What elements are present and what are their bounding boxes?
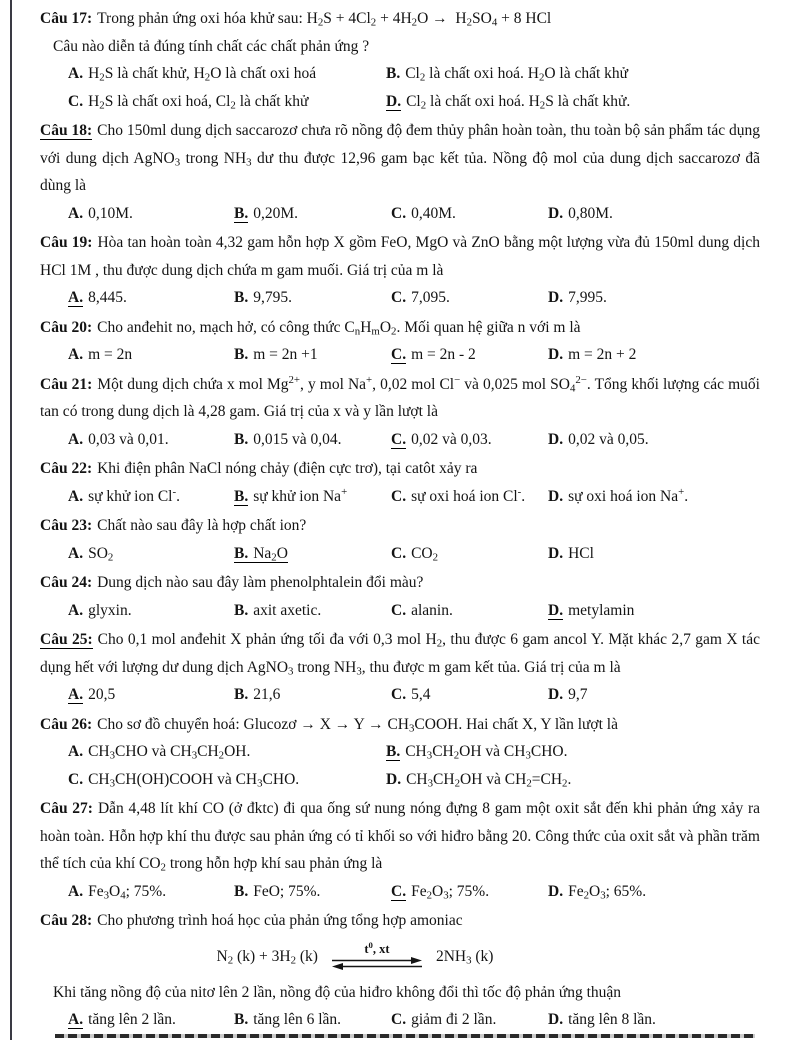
answer-option [234, 878, 391, 906]
question-text: Cho 150ml dung dịch saccarozơ chưa rõ nồng độ đem thủy phân hoàn toàn, thu toàn bộ sản phẩm tác dụng với dung dịch AgNO$_3$ trong $NH_3$ dư thu được 12,96 gam bạc kết tủa. Nồng độ mol của dung dịch saccarozơ đã dùng là [40, 122, 760, 194]
option-text: $Na_2O$ [248, 545, 288, 563]
question [40, 455, 760, 510]
question [40, 512, 760, 567]
option-key: A. [68, 743, 84, 760]
question-text: Khi điện phân NaCl nóng chảy (điện cực trơ), tại catôt xảy ra [97, 460, 478, 477]
question-body [40, 117, 760, 200]
answer-option [68, 878, 234, 906]
option-key: C. [391, 487, 407, 505]
option-key: D. [548, 289, 564, 306]
answer-option [548, 878, 760, 906]
question-body [40, 229, 760, 284]
option-key: B. [386, 743, 401, 760]
answer-option [68, 540, 234, 568]
question-text: Dung dịch nào sau đây làm phenolphtalein đổi màu? [97, 574, 424, 591]
option-text: 0,015 và 0,04. [253, 430, 342, 448]
question-number: Câu 23: [40, 517, 93, 534]
option-key: C. [391, 430, 407, 448]
option-key: B. [386, 65, 401, 82]
answer-option [68, 681, 234, 709]
option-key: B. [234, 346, 249, 363]
answer-option [234, 483, 391, 511]
option-text: $CH_3CH_2OH$ và $CH_2=CH_2$. [406, 770, 572, 790]
option-text: sự oxi hoá ion Na+. [568, 485, 689, 505]
option-key: D. [548, 686, 564, 703]
option-text: $Fe_2O_3$; 75%. [411, 882, 490, 902]
answer-option [386, 738, 760, 766]
option-key: A. [68, 65, 84, 82]
option-key: A. [68, 882, 84, 900]
option-key: D. [548, 204, 564, 222]
option-key: C. [391, 289, 407, 306]
option-key: A. [68, 1011, 84, 1028]
option-text: tăng lên 8 lần. [568, 1011, 656, 1028]
question-text: Cho phương trình hoá học của phản ứng tổng hợp amoniac [97, 912, 463, 929]
question-body [40, 569, 760, 597]
option-key: B. [234, 430, 249, 448]
option-key: C. [391, 686, 407, 703]
answer-option [68, 738, 386, 766]
equilibrium-arrows-icon [331, 956, 423, 971]
option-text: $Cl_2$ là chất oxi hoá. $H_2O$ là chất khử [405, 65, 629, 84]
option-text: 0,10M. [88, 204, 133, 222]
question [40, 711, 760, 794]
equation-middle [331, 939, 423, 971]
option-text: $H_2S$ là chất khử, $H_2O$ là chất oxi hoá [88, 65, 317, 84]
answer-option [68, 60, 386, 88]
option-key: B. [234, 487, 249, 505]
question [40, 626, 760, 709]
option-key: A. [68, 686, 84, 703]
option-text: HCl [568, 544, 594, 562]
option-text: $CO_2$ [411, 544, 439, 564]
option-key: B. [234, 686, 249, 703]
option-text: tăng lên 2 lần. [88, 1011, 176, 1028]
option-text: 8,445. [88, 289, 127, 306]
option-text: m = 2n + 2 [568, 346, 637, 363]
option-text: 0,02 và 0,03. [411, 430, 492, 448]
option-key: D. [386, 770, 402, 788]
answer-option [234, 1006, 391, 1034]
answer-option [68, 200, 234, 228]
equation-left: $N_2$ $(k) + 3H_2$ (k) [216, 947, 318, 967]
option-text: 20,5 [88, 686, 116, 703]
option-text: $CH_3CH_2OH$ và $CH_3CHO$. [405, 743, 568, 762]
option-key: A. [68, 487, 84, 505]
option-key: C. [391, 882, 407, 900]
option-text: sự khử ion Cl-. [88, 485, 180, 505]
answer-option [234, 200, 391, 228]
options-row [40, 284, 760, 312]
option-text: $CH_3CHO$ và $CH_3CH_2OH$. [88, 743, 251, 762]
equation-condition: $t^0$, xt [364, 939, 390, 956]
answer-option [548, 1006, 760, 1034]
answer-option [234, 540, 391, 568]
option-key: C. [68, 92, 84, 110]
question-body [40, 711, 760, 739]
options-row [40, 681, 760, 709]
answer-option [391, 341, 548, 369]
option-text: 9,7 [568, 686, 588, 703]
option-text: 7,095. [411, 289, 450, 306]
answer-option [68, 426, 234, 454]
question [40, 371, 760, 454]
option-key: A. [68, 289, 84, 306]
answer-option [391, 284, 548, 312]
question-body [40, 371, 760, 426]
option-text: 0,40M. [411, 204, 456, 222]
option-key: B. [234, 601, 249, 619]
option-text: m = 2n [88, 346, 133, 363]
answer-option [548, 483, 760, 511]
answer-option [391, 1006, 548, 1034]
question-subline: Khi tăng nồng độ của nitơ lên 2 lần, nồng độ của hiđro không đổi thì tốc độ phản ứng thuận [53, 983, 622, 1001]
option-text: alanin. [411, 601, 453, 619]
answer-option [68, 766, 386, 794]
exam-questions [40, 3, 760, 1034]
answer-option [548, 681, 760, 709]
answer-option [68, 284, 234, 312]
option-text: m = 2n +1 [253, 346, 318, 363]
option-key: A. [68, 204, 84, 222]
option-key: C. [391, 346, 407, 363]
option-text: m = 2n - 2 [411, 346, 476, 363]
option-text: 9,795. [253, 289, 292, 306]
option-text: axit axetic. [253, 601, 322, 619]
question-body [40, 795, 760, 878]
question [40, 795, 760, 905]
answer-option [391, 878, 548, 906]
option-text: metylamin [568, 601, 635, 619]
question-number: Câu 24: [40, 574, 93, 591]
option-text: $Cl_2$ là chất oxi hoá. $H_2S$ là chất khử. [406, 92, 631, 112]
answer-option [548, 200, 760, 228]
option-key: B. [234, 544, 249, 562]
option-key: D. [548, 346, 564, 363]
question [40, 117, 760, 227]
question-number: Câu 25: [40, 631, 93, 648]
answer-option [234, 681, 391, 709]
option-text: $Fe_3O_4$; 75%. [88, 882, 167, 902]
option-key: B. [234, 204, 249, 222]
option-text: sự oxi hoá ion Cl-. [411, 485, 526, 505]
option-key: A. [68, 544, 84, 562]
question-text: Hòa tan hoàn toàn 4,32 gam hỗn hợp X gồm FeO, MgO và ZnO bằng một lượng vừa đủ 150ml dung dịch HCl 1M , thu được dung dịch chứa m gam muối. Giá trị của m là [40, 234, 760, 279]
options-row [40, 60, 760, 115]
option-key: C. [391, 544, 407, 562]
answer-option [68, 88, 386, 116]
options-row [40, 341, 760, 369]
options-row [40, 483, 760, 511]
answer-option [234, 341, 391, 369]
question-text: Dẫn 4,48 lít khí CO (ở đktc) đi qua ống sứ nung nóng đựng 8 gam một oxit sắt đến khi phản ứng xảy ra hoàn toàn. Hỗn hợp khí thu được sau phản ứng có tỉ khối so với hiđro bằng 20. Công thức của oxit sắt và phần trăm thể tích của khí $CO_2$ trong hỗn hợp khí sau phản ứng là [40, 800, 760, 874]
question-number: Câu 19: [40, 234, 93, 251]
question-text: Chất nào sau đây là hợp chất ion? [97, 517, 307, 534]
question [40, 229, 760, 312]
options-row [40, 878, 760, 906]
question-number: Câu 18: [40, 122, 93, 139]
question [40, 314, 760, 369]
option-text: 0,03 và 0,01. [88, 430, 169, 448]
question-number: Câu 27: [40, 800, 93, 817]
option-text: $Fe_2O_3$; 65%. [568, 882, 647, 902]
question-text: Cho 0,1 mol anđehit X phản ứng tối đa với 0,3 mol $H_2$, thu được 6 gam ancol Y. Mặt khác 2,7 gam X tác dụng hết với lượng dư dung dịch AgNO$_3$ trong $NH_3$, thu được m gam kết tủa. Giá trị của m là [40, 631, 760, 678]
question-number: Câu 21: [40, 375, 93, 393]
option-key: D. [386, 92, 402, 110]
answer-option [548, 540, 760, 568]
question-number: Câu 20: [40, 318, 93, 336]
option-key: A. [68, 430, 84, 448]
question-number: Câu 17: [40, 10, 93, 27]
option-key: D. [548, 487, 564, 505]
cutoff-text-row [55, 1034, 755, 1038]
answer-option [391, 681, 548, 709]
question-body [40, 314, 760, 342]
question-body [40, 5, 760, 33]
option-key: D. [548, 544, 564, 562]
page-margin-line [10, 0, 12, 1040]
option-key: A. [68, 346, 84, 363]
option-key: C. [391, 204, 407, 222]
option-key: A. [68, 601, 84, 619]
answer-option [391, 597, 548, 625]
answer-option [391, 540, 548, 568]
answer-option [548, 341, 760, 369]
answer-option [391, 426, 548, 454]
answer-option [68, 597, 234, 625]
question-number: Câu 28: [40, 912, 93, 929]
option-key: B. [234, 289, 249, 306]
question-number: Câu 22: [40, 460, 93, 477]
option-text: 0,20M. [253, 204, 299, 222]
options-row [40, 738, 760, 793]
question-body [40, 512, 760, 540]
option-text: FeO; 75%. [253, 882, 321, 900]
answer-option [391, 483, 548, 511]
option-key: D. [548, 601, 564, 619]
question-subline: Câu nào diễn tả đúng tính chất các chất phản ứng ? [53, 37, 370, 55]
option-text: tăng lên 6 lần. [253, 1011, 342, 1028]
option-text: 7,995. [568, 289, 607, 306]
equation [0, 935, 715, 979]
answer-option [386, 60, 760, 88]
answer-option [68, 341, 234, 369]
question [40, 569, 760, 624]
question-number: Câu 26: [40, 715, 93, 733]
question-text: Cho anđehit no, mạch hở, có công thức $C_nH_mO_2$. Mối quan hệ giữa n với m là [97, 318, 581, 338]
question-text: Một dung dịch chứa x mol $Mg^{2+}$, y mol Na+, 0,02 mol Cl− và 0,025 mol $SO_4^{2-}$. Tổng khối lượng các muối tan có trong dung dịch là 4,28 gam. Giá trị của x và y lần lượt là [40, 373, 760, 420]
option-text: glyxin. [88, 601, 132, 619]
question-body [40, 455, 760, 483]
question [40, 907, 760, 1034]
answer-option [234, 284, 391, 312]
question [40, 5, 760, 115]
question-body [40, 626, 760, 681]
option-text: 0,80M. [568, 204, 613, 222]
answer-option [548, 284, 760, 312]
options-row [40, 426, 760, 454]
answer-option [68, 1006, 234, 1034]
option-text: sự khử ion Na+ [253, 485, 348, 505]
option-key: B. [234, 1011, 249, 1028]
option-key: D. [548, 882, 564, 900]
options-row [40, 200, 760, 228]
option-text: $H_2S$ là chất oxi hoá, $Cl_2$ là chất khử [88, 92, 309, 112]
option-text: $SO_2$ [88, 544, 114, 564]
answer-option [548, 597, 760, 625]
option-text: 0,02 và 0,05. [568, 430, 649, 448]
answer-option [234, 597, 391, 625]
answer-option [386, 766, 760, 794]
option-text: 5,4 [411, 686, 431, 703]
option-key: D. [548, 1011, 564, 1028]
option-key: C. [391, 601, 407, 619]
answer-option [548, 426, 760, 454]
question-text: Trong phản ứng oxi hóa khử sau: $H_2S + 4Cl_2 + 4H_2O \to H_2SO_4 + 8$ HCl [97, 10, 552, 29]
option-text: 21,6 [253, 686, 281, 703]
option-key: C. [68, 770, 84, 788]
answer-option [234, 426, 391, 454]
question-body [40, 907, 760, 935]
option-key: D. [548, 430, 564, 448]
options-row [40, 1006, 760, 1034]
answer-option [391, 200, 548, 228]
question-text: Cho sơ đồ chuyển hoá: Glucozơ → $X \to Y \to CH_3COOH$. Hai chất X, Y lần lượt là [97, 715, 618, 735]
answer-option [386, 88, 760, 116]
option-key: C. [391, 1011, 407, 1028]
answer-option [68, 483, 234, 511]
equation-right: $2NH_3$ (k) [435, 947, 494, 967]
option-key: B. [234, 882, 249, 900]
option-text: $CH_3CH(OH)COOH$ và $CH_3CHO$. [88, 770, 300, 790]
options-row [40, 540, 760, 568]
options-row [40, 597, 760, 625]
option-text: giảm đi 2 lần. [411, 1011, 497, 1028]
